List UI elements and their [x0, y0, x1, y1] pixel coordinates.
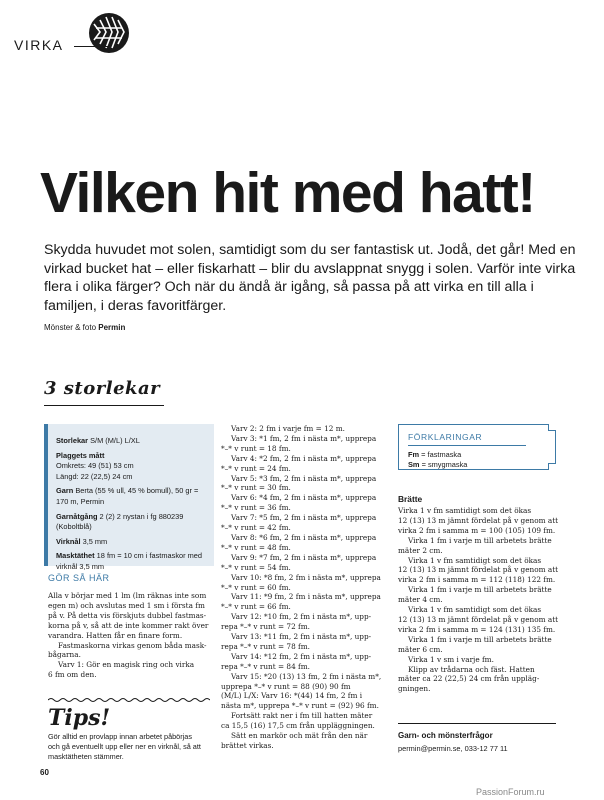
text-line: Varv 3: *1 fm, 2 fm i nästa m*, upprepa [231, 433, 377, 443]
hook-row: Virknål 3,5 mm [56, 536, 108, 546]
materials-panel [44, 424, 214, 571]
text-line: gningen. [398, 684, 431, 694]
text-line: *–* v runt = 36 fm. [221, 503, 291, 513]
brim-heading: Brätte [398, 494, 423, 504]
text-line: på v. På detta vis förskjuts dubbel fastmas- [48, 610, 207, 620]
gauge-row-cont: virknål 3,5 mm [56, 561, 105, 571]
text-line: brättet virkas. [221, 741, 274, 750]
sizes-heading: 3 storlekar [44, 378, 161, 399]
abbreviations-divider [408, 445, 526, 446]
text-line: repa *–* v runt = 84 fm. [221, 661, 310, 671]
text-line: egen m) och avslutas med 1 sm i första fm [48, 600, 205, 610]
decorative-wave-divider [48, 690, 210, 696]
text-line: Varv 2: 2 fm i varje fm = 12 m. [231, 424, 345, 433]
tips-text [48, 732, 213, 762]
text-line: 12 (13) 13 m jämnt fördelat på v genom att [398, 565, 559, 575]
text-line: masktätheten stämmer. [48, 751, 124, 761]
watermark: PassionForum.ru [476, 787, 545, 797]
text-line: Virka 1 v sm i varje fm. [408, 654, 494, 664]
text-line: nästa m*, upprepa *–* v runt = (92) 96 fm. [221, 701, 379, 711]
sizes-underline [44, 405, 164, 406]
instructions-left-column [48, 591, 216, 680]
contact-heading: Garn- och mönsterfrågor [398, 731, 493, 740]
section-label: VIRKA [14, 37, 64, 53]
instructions-heading: GÖR SÅ HÄR [48, 573, 110, 583]
contact-divider [398, 723, 556, 724]
text-line: Virka 1 v fm samtidigt som det ökas [408, 605, 542, 615]
text-line: Varv 5: *3 fm, 2 fm i nästa m*, upprepa [231, 473, 377, 483]
text-line: Varv 10: *8 fm, 2 fm i nästa m*, upprepa [231, 572, 381, 582]
text-line: *–* v runt = 30 fm. [221, 483, 291, 493]
text-line: 12 (13) 13 m jämnt fördelat på v genom att [398, 515, 559, 525]
text-line: virka 2 fm i samma m = 100 (105) 109 fm. [398, 525, 556, 535]
text-line: korna på v, så att de inte kommer rakt över [48, 620, 209, 630]
text-line: Varv 15: *20 (13) 13 fm, 2 fm i nästa m*, [231, 671, 382, 681]
text-line: Varv 14: *12 fm, 2 fm i nästa m*, upp- [231, 651, 372, 661]
text-line: varandra. Hatten får en finare form. [48, 630, 183, 640]
text-line: mäter 6 cm. [398, 644, 443, 654]
text-line: bågarna. [48, 650, 81, 660]
abbreviation-sm: Sm = smygmaska [408, 460, 468, 469]
text-line: Sätt en markör och mät från den när [231, 731, 368, 741]
text-line: Varv 13: *11 fm, 2 fm i nästa m*, upp- [231, 632, 372, 642]
text-line: Varv 9: *7 fm, 2 fm i nästa m*, upprepa [231, 552, 377, 562]
credit-name: Permin [98, 323, 126, 332]
abbreviations-box [398, 424, 556, 470]
credit-label: Mönster & foto [44, 323, 97, 332]
text-line: *–* v runt = 48 fm. [221, 542, 291, 552]
text-line: 6 fm om den. [48, 670, 97, 680]
text-line: Fastmaskorna virkas genom båda mask- [58, 640, 207, 650]
text-line: Varv 12: *10 fm, 2 fm i nästa m*, upp- [231, 612, 372, 622]
text-line: Varv 8: *6 fm, 2 fm i nästa m*, upprepa [231, 532, 377, 542]
instructions-middle-column [221, 424, 391, 751]
abbreviations-heading: FÖRKLARINGAR [408, 432, 483, 442]
text-line: Virka 1 fm i varje m till arbetets brätte [408, 634, 552, 644]
instructions-right-column [398, 506, 558, 694]
text-line: *–* v runt = 60 fm. [221, 582, 291, 592]
section-divider [74, 46, 108, 47]
page-number: 60 [40, 768, 49, 777]
text-line: repa *–* v runt = 78 fm. [221, 641, 310, 651]
text-line: Virka 1 v fm samtidigt som det ökas [398, 506, 532, 515]
text-line: *–* v runt = 54 fm. [221, 562, 291, 572]
article-intro: Skydda huvudet mot solen, samtidigt som du ser fantastisk ut. Jodå, det går! Med en virkad bucket hat – eller fiskarhatt – blir du avslappnat snygg i solen. Varför inte virka flera i olika färger? Och när du ändå är igång, så passa på att virka en till alla i familjen, i deras favoritfärger. [44, 242, 576, 314]
text-line: *–* v runt = 18 fm. [221, 443, 291, 453]
circumference-row: Omkrets: 49 (51) 53 cm [56, 461, 134, 471]
gauge-row: Masktäthet 18 fm = 10 cm i fastmaskor med [56, 551, 203, 561]
text-line: virka 2 fm i samma m = 112 (118) 122 fm. [398, 575, 556, 585]
text-line: *–* v runt = 24 fm. [221, 463, 291, 473]
knitted-yarn-ball-icon [88, 12, 130, 54]
yarn-row: Garn Berta (55 % ull, 45 % bomull), 50 gr = [56, 486, 199, 496]
tips-heading: Tips! [48, 705, 111, 731]
panel-accent-bar [44, 424, 48, 566]
text-line: Varv 4: *2 fm, 2 fm i nästa m*, upprepa [231, 453, 377, 463]
photo-credit [44, 323, 125, 332]
yarn-row-cont: 170 m, Permin [56, 496, 105, 506]
text-line: Varv 11: *9 fm, 2 fm i nästa m*, upprepa [231, 592, 381, 602]
text-line: Virka 1 v fm samtidigt som det ökas [408, 555, 542, 565]
text-line: mäter ca 22 (22,5) 24 cm från uppläg- [398, 674, 540, 684]
measurements-label: Plaggets mått [56, 450, 105, 460]
text-line: Varv 7: *5 fm, 2 fm i nästa m*, upprepa [231, 513, 377, 523]
text-line: Alla v börjar med 1 lm (lm räknas inte som [48, 591, 207, 600]
text-line: 12 (13) 13 m jämnt fördelat på v genom att [398, 614, 559, 624]
text-line: Fortsätt rakt ner i fm till hatten mäter [231, 711, 373, 721]
text-line: upprepa *–* v runt = 88 (90) 90 fm [221, 681, 351, 691]
text-line: Klipp av trådarna och fäst. Hatten [408, 664, 535, 674]
text-line: mäter 2 cm. [398, 545, 443, 555]
text-line: *–* v runt = 66 fm. [221, 602, 291, 612]
abbreviation-fm: Fm = fastmaska [408, 450, 462, 459]
yarn-amount-row: Garnåtgång 2 (2) 2 nystan i fg 880239 [56, 511, 184, 521]
text-line: virka 2 fm i samma m = 124 (131) 135 fm. [398, 624, 556, 634]
article-title: Vilken hit med hatt! [40, 161, 535, 225]
length-row: Längd: 22 (22,5) 24 cm [56, 471, 133, 481]
text-line: mäter 4 cm. [398, 595, 443, 605]
text-line: Virka 1 fm i varje m till arbetets brätte [408, 585, 552, 595]
yarn-amount-row-cont: (Koboltblå) [56, 522, 92, 532]
text-line: Varv 1: Gör en magisk ring och virka [58, 660, 195, 670]
text-line: ca 15,5 (16) 17,5 cm från uppläggningen. [221, 721, 375, 731]
text-line: och gå eventuellt upp eller ner en virknål, så att [48, 741, 201, 751]
text-line: Virka 1 fm i varje m till arbetets brätte [408, 535, 552, 545]
sizes-row: Storlekar S/M (M/L) L/XL [56, 436, 140, 445]
text-line: Gör alltid en provlapp innan arbetet påbörjas [48, 732, 193, 741]
contact-info: permin@permin.se, 033-12 77 11 [398, 744, 508, 753]
text-line: (M/L) L/X: Varv 16: *(44) 14 fm, 2 fm i [221, 691, 363, 701]
text-line: repa *–* v runt = 72 fm. [221, 622, 310, 632]
text-line: *–* v runt = 42 fm. [221, 523, 291, 533]
text-line: Varv 6: *4 fm, 2 fm i nästa m*, upprepa [231, 493, 377, 503]
